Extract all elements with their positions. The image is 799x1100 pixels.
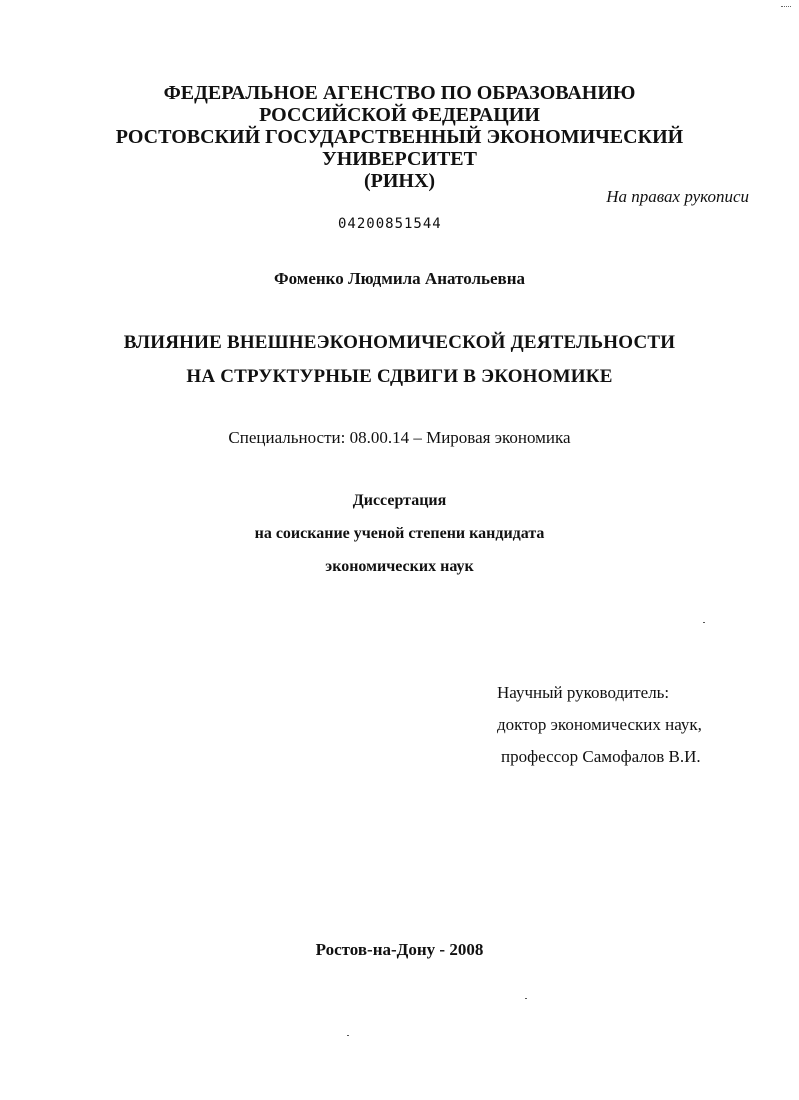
degree-line: на соискание ученой степени кандидата bbox=[254, 525, 545, 542]
degree-field: экономических наук bbox=[325, 558, 474, 575]
thesis-title-line1: ВЛИЯНИЕ ВНЕШНЕЭКОНОМИЧЕСКОЙ ДЕЯТЕЛЬНОСТИ bbox=[123, 332, 676, 353]
scan-speck bbox=[703, 622, 705, 623]
catalog-number: 04200851544 bbox=[338, 216, 442, 232]
header-country: РОССИЙСКОЙ ФЕДЕРАЦИИ bbox=[259, 104, 540, 126]
scan-corner-mark bbox=[781, 6, 791, 10]
dissertation-label: Диссертация bbox=[352, 492, 447, 509]
advisor-label: Научный руководитель: bbox=[497, 683, 670, 702]
advisor-degree: доктор экономических наук, bbox=[497, 715, 702, 734]
rights-note: На правах рукописи bbox=[606, 187, 749, 206]
advisor-name: профессор Самофалов В.И. bbox=[501, 747, 701, 766]
header-ministry: ФЕДЕРАЛЬНОЕ АГЕНСТВО ПО ОБРАЗОВАНИЮ bbox=[163, 82, 636, 104]
header-university-cont: УНИВЕРСИТЕТ bbox=[322, 148, 477, 170]
header-university: РОСТОВСКИЙ ГОСУДАРСТВЕННЫЙ ЭКОНОМИЧЕСКИЙ bbox=[115, 126, 684, 148]
scan-speck bbox=[525, 998, 527, 999]
scan-speck bbox=[347, 1035, 349, 1036]
thesis-title-line2: НА СТРУКТУРНЫЕ СДВИГИ В ЭКОНОМИКЕ bbox=[186, 366, 613, 387]
header-abbreviation: (РИНХ) bbox=[363, 170, 436, 192]
author-name: Фоменко Людмила Анатольевна bbox=[273, 269, 526, 288]
specialty: Специальности: 08.00.14 – Мировая экономика bbox=[228, 428, 571, 447]
city-year: Ростов-на-Дону - 2008 bbox=[315, 940, 484, 959]
